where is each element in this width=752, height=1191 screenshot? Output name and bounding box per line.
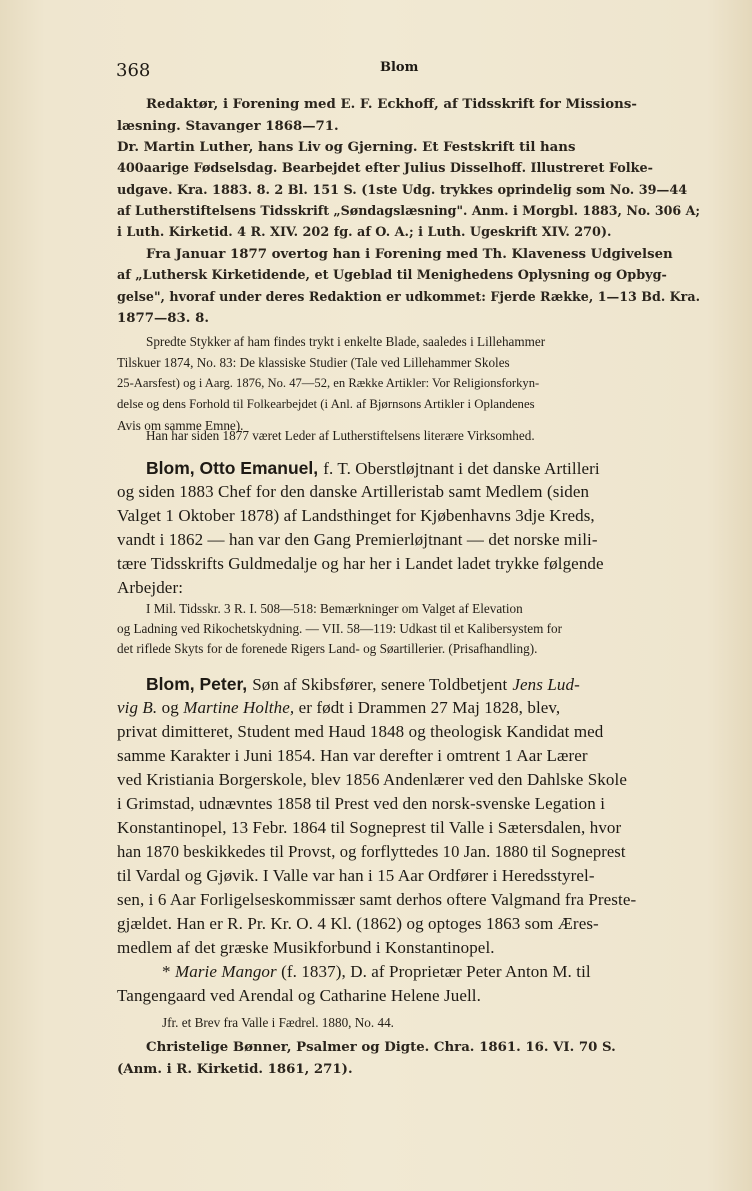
works-line: I Mil. Tidsskr. 3 R. I. 508—518: Bemærkninger om Valget af Elevation (146, 601, 523, 616)
entry-heading: Blom, Peter, (146, 674, 248, 694)
entry-text: ved Kristiania Borgerskole, blev 1856 Andenlærer ved den Dahlske Skole (117, 770, 627, 789)
spouse-marker: * (162, 962, 171, 981)
entry-text: han 1870 beskikkedes til Provst, og forflyttedes 10 Jan. 1880 til Sogneprest (117, 842, 626, 861)
block1-line: Fra Januar 1877 overtog han i Forening med Th. Klaveness Udgivelsen (146, 247, 673, 262)
spouse-line2: Tangengaard ved Arendal og Catharine Helene Juell. (117, 986, 481, 1005)
block1-line: gelse", hvoraf under deres Redaktion er udkommet: Fjerde Række, 1—13 Bd. Kra. (117, 290, 700, 305)
works-line: (Anm. i R. Kirketid. 1861, 271). (117, 1062, 353, 1077)
entry-text: medlem af det græske Musikforbund i Konstantinopel. (117, 938, 495, 957)
entry-heading: Blom, Otto Emanuel, (146, 458, 319, 478)
block2-line: Han har siden 1877 været Leder af Lutherstiftelsens literære Virksomhed. (146, 428, 535, 443)
entry-text: til Vardal og Gjøvik. I Valle var han i 15 Aar Ordfører i Heredsstyrel- (117, 866, 595, 885)
block2-line: delse og dens Forhold til Folkearbejdet (i Anl. af Bjørnsons Artikler i Oplandenes (117, 397, 535, 411)
running-head: Blom (380, 60, 419, 75)
entry-text: Valget 1 Oktober 1878) af Landsthinget for Kjøbenhavns 3dje Kreds, (117, 506, 595, 525)
entry-text: vandt i 1862 — han var den Gang Premierløjtnant — det norske mili- (117, 530, 598, 549)
spouse-name: Marie Mangor (174, 962, 277, 981)
works-line: og Ladning ved Rikochetskydning. — VII. 58—119: Udkast til et Kalibersystem for (117, 621, 563, 636)
entry-text: og (161, 698, 179, 717)
block1-line: læsning. Stavanger 1868—71. (117, 119, 339, 134)
block1-line: 1877—83. 8. (117, 311, 209, 326)
entry-peter-line2 (117, 698, 560, 718)
entry-text: tære Tidsskrifts Guldmedalje og har her i Landet ladet trykke følgende (117, 554, 604, 573)
entry-text: Søn af Skibsfører, senere Toldbetjent (252, 675, 508, 694)
entry-text: i Grimstad, udnævntes 1858 til Prest ved den norsk-svenske Legation i (117, 794, 606, 813)
reference-line: Jfr. et Brev fra Valle i Fædrel. 1880, No. 44. (162, 1015, 394, 1030)
block2-line: Spredte Stykker af ham findes trykt i enkelte Blade, saaledes i Lillehammer (146, 334, 546, 349)
spouse-line (162, 962, 591, 982)
spouse-text: (f. 1837), D. af Proprietær Peter Anton M. til (281, 962, 591, 981)
block1-line: udgave. Kra. 1883. 8. 2 Bl. 151 S. (1ste Udg. trykkes oprindelig som No. 39—44 (117, 183, 688, 198)
entry-text-italic: Jens Lud- (512, 675, 580, 694)
block1-line: Redaktør, i Forening med E. F. Eckhoff, af Tidsskrift for Missions- (146, 97, 637, 112)
entry-peter-first-line (146, 674, 580, 695)
entry-text: sen, i 6 Aar Forligelseskommissær samt derhos oftere Valgmand fra Preste- (117, 890, 637, 909)
block1-line: af „Luthersk Kirketidende, et Ugeblad til Menighedens Oplysning og Opbyg- (117, 268, 667, 283)
entry-text: samme Karakter i Juni 1854. Han var derefter i omtrent 1 Aar Lærer (117, 746, 588, 765)
entry-text: gjældet. Han er R. Pr. Kr. O. 4 Kl. (1862) og optoges 1863 som Æres- (117, 914, 599, 933)
entry-text: privat dimitteret, Student med Haud 1848 og theologisk Kandidat med (117, 722, 604, 741)
entry-text-italic: Martine Holthe, (183, 698, 295, 717)
block2-line: Tilskuer 1874, No. 83: De klassiske Studier (Tale ved Lillehammer Skoles (117, 355, 510, 370)
block1-line: af Lutherstiftelsens Tidsskrift „Søndagslæsning". Anm. i Morgbl. 1883, No. 306 A; (117, 204, 701, 219)
block1-line: i Luth. Kirketid. 4 R. XIV. 202 fg. af O. A.; i Luth. Ugeskrift XIV. 270). (117, 225, 612, 240)
entry-text: er født i Drammen 27 Maj 1828, blev, (298, 698, 561, 717)
works-line: det riflede Skyts for de forenede Rigers Land- og Søartillerier. (Prisafhandling). (117, 641, 538, 656)
entry-otto-first-line (146, 458, 600, 479)
entry-text: og siden 1883 Chef for den danske Artilleristab samt Medlem (siden (117, 482, 590, 501)
works-line: Christelige Bønner, Psalmer og Digte. Chra. 1861. 16. VI. 70 S. (146, 1040, 616, 1055)
entry-text-italic: vig B. (117, 698, 158, 717)
block1-line: 400aarige Fødselsdag. Bearbejdet efter Julius Disselhoff. Illustreret Folke- (117, 161, 653, 176)
block1-line: Dr. Martin Luther, hans Liv og Gjerning. Et Festskrift til hans (117, 140, 576, 155)
block2-line: 25-Aarsfest) og i Aarg. 1876, No. 47—52, en Række Artikler: Vor Religionsforkyn- (117, 376, 540, 390)
entry-text: f. T. Oberstløjtnant i det danske Artilleri (323, 459, 600, 478)
entry-text: Arbejder: (117, 578, 184, 597)
block2-line: Avis om samme Emne). (117, 418, 244, 433)
page-number: 368 (116, 60, 151, 81)
entry-text: Konstantinopel, 13 Febr. 1864 til Sogneprest til Valle i Sætersdalen, hvor (117, 818, 622, 837)
